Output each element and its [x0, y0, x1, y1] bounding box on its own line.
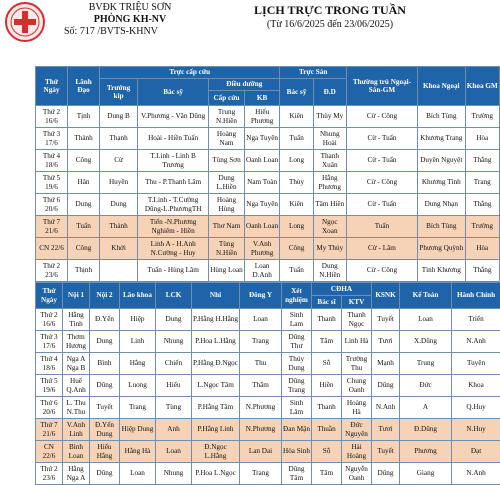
cell-bac-si-san: Long	[280, 150, 313, 172]
col-thu-ngay: Thứ Ngày	[36, 283, 63, 309]
cell-khoa-ngoai: Khương Tình	[418, 172, 465, 194]
col-cdha: CĐHA	[312, 283, 372, 296]
cell-nhi: P.Hằng Đ.Ngọc	[192, 353, 240, 375]
table-row	[36, 419, 500, 441]
cell-lao-khoa: Linh	[120, 331, 156, 353]
cell-truong-kip: Thạnh	[100, 128, 138, 150]
cell-ke-toan: Đ.Dũng	[400, 419, 452, 441]
cell-cap-cuu: Dung L.Hiền	[209, 172, 245, 194]
cell-nhi: P.Hoa L.Hằng	[192, 331, 240, 353]
col-bac-si-san: Bác sỹ	[280, 79, 313, 106]
cell-bac-si-cdha: Thanh	[312, 309, 342, 331]
cell-ktv: Hoàng Hà	[342, 397, 372, 419]
cell-ksnk: Tuyết	[372, 441, 400, 463]
cell-noi1: Hằng Nga A	[63, 463, 90, 485]
cell-dd-san: Nhung Hoài	[313, 128, 346, 150]
duty-table-departments	[35, 282, 500, 485]
cell-kb: Nam Toàn	[244, 172, 280, 194]
doc-number	[60, 26, 200, 38]
cell-hanh-chinh: Q.Huy	[452, 397, 500, 419]
col-dd-san: Đ.D	[313, 79, 346, 106]
cell-lanh-dao: Dung	[68, 194, 100, 216]
cell-cap-cuu: Hùng Loan	[209, 260, 245, 282]
table-row	[36, 194, 500, 216]
table-row	[36, 216, 500, 238]
cell-khoa-gm: Trang	[465, 172, 499, 194]
cell-bac-si-cdha: Hiền	[312, 375, 342, 397]
cell-lck: Tùng	[156, 397, 192, 419]
col-bac-si-cdha: Bác sĩ	[312, 296, 342, 309]
cell-truong-kip: Khởi	[100, 238, 138, 260]
cell-truong-kip: Huyền	[100, 172, 138, 194]
cell-lao-khoa: Hiệp Dung	[120, 419, 156, 441]
cell-bac-si-san: Long	[280, 216, 313, 238]
cell-kb: Oanh Loan	[244, 150, 280, 172]
cell-khoa-gm: Thắng	[465, 150, 499, 172]
col-thu-ngay: Thứ Ngày	[36, 67, 68, 106]
cell-lck: Dung	[156, 309, 192, 331]
cell-lao-khoa: Loan	[120, 463, 156, 485]
cell-kb: Nga Tuyên	[244, 194, 280, 216]
table-row	[36, 353, 500, 375]
cell-noi2: Hiếu Hằng	[90, 441, 120, 463]
col-truc-san: Trực Sản	[280, 67, 346, 79]
cell-dd-san: Dung N.Hiền	[313, 260, 346, 282]
cell-nhi: P.Hoa L.Ngọc	[192, 463, 240, 485]
col-ksnk: KSNK	[372, 283, 400, 309]
cell-bac-si: Tuấn - Hùng Lâm	[138, 260, 209, 282]
col-dieu-duong: Điều dưỡng	[209, 79, 280, 91]
cell-thuong-tru: Tuấn	[346, 216, 417, 238]
cell-day: Thứ 4 18/6	[36, 353, 63, 375]
cell-ke-toan: Phương	[400, 441, 452, 463]
cell-bac-si-san: Kiên	[280, 106, 313, 128]
table-row	[36, 106, 500, 128]
cell-hanh-chinh: N.Anh	[452, 331, 500, 353]
col-lanh-dao: Lãnh Đạo	[68, 67, 100, 106]
col-thuong-tru: Thường trú Ngoại-Sản-GM	[346, 67, 417, 106]
cell-noi1: Nga A Nga B	[63, 353, 90, 375]
cell-dong-y: Thắm	[240, 375, 282, 397]
cell-dd-san: My Thủy	[313, 238, 346, 260]
cell-ksnk: Dũng	[372, 375, 400, 397]
cell-truong-kip	[100, 260, 138, 282]
cell-ktv: Đức Nguyên	[342, 419, 372, 441]
col-truong-kip: Trưởng kíp	[100, 79, 138, 106]
cell-ksnk: Mạnh	[372, 353, 400, 375]
cell-lanh-dao: Công	[68, 150, 100, 172]
cell-dong-y: Trang	[240, 331, 282, 353]
cell-lao-khoa: Hằng Hà	[120, 441, 156, 463]
cell-bac-si-cdha: Sỗ	[312, 353, 342, 375]
cell-bac-si-san: Tuấn	[280, 260, 313, 282]
cell-xet-nghiem: Đan Mận	[282, 419, 312, 441]
cell-bac-si-san: Tuấn	[280, 128, 313, 150]
cell-ktv: Hải Hoàng	[342, 441, 372, 463]
cell-khoa-ngoai: Duyên Nguyệt	[418, 150, 465, 172]
cell-bac-si: Thu - P.Thanh Lâm	[138, 172, 209, 194]
col-dong-y: Đông Y	[240, 283, 282, 309]
page-subtitle: (Từ 16/6/2025 đến 23/06/2025)	[245, 18, 415, 31]
cell-noi2: Dung	[90, 331, 120, 353]
cell-bac-si-cdha: Thanh	[312, 397, 342, 419]
cell-ke-toan: Trung	[400, 353, 452, 375]
cell-dong-y: N.Phương	[240, 397, 282, 419]
cell-dd-san: Ngọc Xoan	[313, 216, 346, 238]
cell-ksnk: Dũng	[372, 463, 400, 485]
cell-noi1: Hằng Tình	[63, 309, 90, 331]
cell-lao-khoa: Hằng	[120, 353, 156, 375]
cell-ksnk: Tươi	[372, 419, 400, 441]
cell-day: Thứ 2 23/6	[36, 260, 68, 282]
table-row	[36, 375, 500, 397]
cell-nhi: Đ.Ngọc L.Hằng	[192, 441, 240, 463]
col-ktv: KTV	[342, 296, 372, 309]
cell-cap-cuu: Hoàng Hùng	[209, 194, 245, 216]
number-suffix: /BVTS-KHNV	[97, 26, 158, 37]
cell-truong-kip: Cừ	[100, 150, 138, 172]
cell-cap-cuu: Tùng Sơn	[209, 150, 245, 172]
cell-bac-si-san: Công	[280, 238, 313, 260]
cell-lao-khoa: Hiệp	[120, 309, 156, 331]
cell-ke-toan: Đức	[400, 375, 452, 397]
table-row	[36, 238, 500, 260]
col-truc-cap-cuu: Trực cấp cứu	[100, 67, 280, 79]
cell-noi1: V.Anh Linh	[63, 419, 90, 441]
cell-xet-nghiem: Dũng Trang	[282, 375, 312, 397]
cell-noi2: Tuyết	[90, 397, 120, 419]
cell-ksnk: Tươi	[372, 331, 400, 353]
cell-ktv: Trường Thu	[342, 353, 372, 375]
table-row	[36, 260, 500, 282]
cell-lck: Loan	[156, 441, 192, 463]
dept-name: PHÒNG KH-NV	[60, 14, 200, 26]
cell-xet-nghiem: Sinh Lam	[282, 309, 312, 331]
cell-day: Thứ 2 23/6	[36, 463, 63, 485]
header-left	[60, 2, 200, 38]
cell-khoa-ngoai: Bích Tùng	[418, 216, 465, 238]
cell-dong-y: Lan Dai	[240, 441, 282, 463]
cell-thuong-tru: Cừ - Lâm	[346, 238, 417, 260]
table-row	[36, 463, 500, 485]
cell-noi2: Đ.Yến	[90, 309, 120, 331]
cell-ktv: Linh Hà	[342, 331, 372, 353]
cell-cap-cuu: Trung N.Hiền	[209, 106, 245, 128]
col-lck: LCK	[156, 283, 192, 309]
cell-nhi: L.Ngọc Tâm	[192, 375, 240, 397]
cell-khoa-gm: Hòa	[465, 128, 499, 150]
col-nhi: Nhi	[192, 283, 240, 309]
cell-noi1: L. Thu N.Thu	[63, 397, 90, 419]
cell-ktv: Thanh Ngọc	[342, 309, 372, 331]
org-name: BVĐK TRIỆU SƠN	[60, 2, 200, 14]
cell-bac-si: T.Linh - Linh B Trương	[138, 150, 209, 172]
cell-ksnk: N.Anh	[372, 397, 400, 419]
cell-kb: V.Anh Phương	[244, 238, 280, 260]
cell-khoa-ngoai: Khương Trang	[418, 128, 465, 150]
table-row	[36, 128, 500, 150]
cell-khoa-gm: Thắng	[465, 194, 499, 216]
cell-khoa-gm: Thắng	[465, 260, 499, 282]
cell-bac-si: Tiến -N.Phương Nghiêm - Hiền	[138, 216, 209, 238]
cell-noi1: Huế Q.Anh	[63, 375, 90, 397]
cell-dong-y: N.Phương	[240, 419, 282, 441]
cell-day: Thứ 4 18/6	[36, 150, 68, 172]
cell-dong-y: Thu	[240, 353, 282, 375]
cell-lao-khoa: Luong	[120, 375, 156, 397]
cell-bac-si: Hoài - Hiền Tuấn	[138, 128, 209, 150]
cell-lanh-dao: Thành	[68, 128, 100, 150]
cell-ksnk: Tuyết	[372, 309, 400, 331]
cell-hanh-chinh: Triển	[452, 309, 500, 331]
cell-dd-san: Hằng Phương	[313, 172, 346, 194]
cell-hanh-chinh: N.Huy	[452, 419, 500, 441]
cell-truong-kip: Dung B	[100, 106, 138, 128]
cell-kb: Nga Tuyên	[244, 128, 280, 150]
cell-ke-toan: Loan	[400, 309, 452, 331]
cell-dd-san: Tâm Hiền	[313, 194, 346, 216]
col-cap-cuu: Cấp cứu	[209, 91, 245, 106]
cell-ke-toan: X.Dũng	[400, 331, 452, 353]
cell-lck: Hiếu	[156, 375, 192, 397]
cell-xet-nghiem: Sinh Lâm	[282, 397, 312, 419]
cell-kb: Hiếu Phương	[244, 106, 280, 128]
cell-khoa-gm: Hòa	[465, 238, 499, 260]
table-row	[36, 331, 500, 353]
cell-bac-si-cdha: Thuần	[312, 419, 342, 441]
table-row	[36, 441, 500, 463]
cell-bac-si-san: Kiên	[280, 194, 313, 216]
col-khoa-gm: Khoa GM	[465, 67, 499, 106]
cell-khoa-ngoai: Bích Tùng	[418, 106, 465, 128]
cell-thuong-tru: Cừ - Tuấn	[346, 150, 417, 172]
cell-thuong-tru: Cừ - Công	[346, 172, 417, 194]
cell-hanh-chinh: Đạt	[452, 441, 500, 463]
cell-xet-nghiem: Hòa Sinh	[282, 441, 312, 463]
cell-noi2: Dũng	[90, 375, 120, 397]
cell-bac-si: T.Linh - T.Cường Dũng-L.PhươngTH	[138, 194, 209, 216]
cell-bac-si-cdha: Tâm	[312, 331, 342, 353]
col-lao-khoa: Lão khoa	[120, 283, 156, 309]
cell-day: CN 22/6	[36, 441, 63, 463]
cell-bac-si-cdha: Tâm	[312, 463, 342, 485]
cell-day: Thứ 5 19/6	[36, 172, 68, 194]
col-xet-nghiem: Xét nghiệm	[282, 283, 312, 309]
cell-xet-nghiem: Dũng Tâm	[282, 463, 312, 485]
cell-cap-cuu: Thơ Nam	[209, 216, 245, 238]
cell-noi1: Bình Loan	[63, 441, 90, 463]
duty-table-emergency	[35, 66, 500, 282]
cell-dong-y: Loan	[240, 309, 282, 331]
table-row	[36, 309, 500, 331]
table-row	[36, 150, 500, 172]
header-right	[245, 3, 415, 31]
table-row	[36, 172, 500, 194]
cell-khoa-ngoai: Phương Quỳnh	[418, 238, 465, 260]
cell-thuong-tru: Cừ - Công	[346, 106, 417, 128]
cell-lanh-dao: Tịnh	[68, 106, 100, 128]
cell-thuong-tru: Cừ - Công	[346, 260, 417, 282]
cell-noi2: Bình	[90, 353, 120, 375]
col-noi2: Nội 2	[90, 283, 120, 309]
col-noi1: Nội 1	[63, 283, 90, 309]
cell-day: Thứ 7 21/6	[36, 216, 68, 238]
cell-ke-toan: Giang	[400, 463, 452, 485]
cell-kb: Oanh Loan	[244, 216, 280, 238]
cell-thuong-tru: Cừ - Tuấn	[346, 194, 417, 216]
cell-hanh-chinh: Khoa	[452, 375, 500, 397]
cell-khoa-gm: Trường	[465, 216, 499, 238]
col-kb: KB	[244, 91, 280, 106]
cell-hanh-chinh: Tuyên	[452, 353, 500, 375]
cell-nhi: P.Hằng H.Hằng	[192, 309, 240, 331]
cell-lao-khoa: Trang	[120, 397, 156, 419]
cell-lck: Nhung	[156, 331, 192, 353]
cell-nhi: P.Hằng Tâm	[192, 397, 240, 419]
cell-ktv: Nguyễn Oanh	[342, 463, 372, 485]
cell-kb: Loan D.Anh	[244, 260, 280, 282]
cell-ktv: Chung Oanh	[342, 375, 372, 397]
cell-bac-si: Linh A - H.Anh N.Cường - Huy	[138, 238, 209, 260]
cell-cap-cuu: Hoàng Nam	[209, 128, 245, 150]
col-khoa-ngoai: Khoa Ngoại	[418, 67, 465, 106]
cell-lanh-dao: Thịnh	[68, 260, 100, 282]
cell-day: Thứ 6 20/6	[36, 397, 63, 419]
cell-ke-toan: A	[400, 397, 452, 419]
cell-bac-si: V.Phương - Văn Dũng	[138, 106, 209, 128]
cell-day: Thứ 6 20/6	[36, 194, 68, 216]
cell-lanh-dao: Tuấn	[68, 216, 100, 238]
cell-khoa-ngoai: Tình Khương	[418, 260, 465, 282]
cell-noi2: Dũng	[90, 463, 120, 485]
cell-noi2: Đ.Yến Dung	[90, 419, 120, 441]
cell-thuong-tru: Cừ - Tuấn	[346, 128, 417, 150]
cell-dd-san: Thanh Xuân	[313, 150, 346, 172]
cell-lanh-dao: Công	[68, 238, 100, 260]
col-hanh-chinh: Hành Chính	[452, 283, 500, 309]
cell-nhi: P.Hằng Linh	[192, 419, 240, 441]
cell-bac-si-san: Thủy	[280, 172, 313, 194]
cell-khoa-ngoai: Dung Nhạn	[418, 194, 465, 216]
col-ke-toan: Kế Toán	[400, 283, 452, 309]
number-value: 717	[80, 26, 95, 37]
cell-day: Thứ 3 17/6	[36, 331, 63, 353]
cell-cap-cuu: Tùng N.Hiền	[209, 238, 245, 260]
cell-bac-si-cdha: Sỗ	[312, 441, 342, 463]
cell-dd-san: Thùy My	[313, 106, 346, 128]
cell-lanh-dao: Hân	[68, 172, 100, 194]
cell-xet-nghiem: Thúy Dung	[282, 353, 312, 375]
table-row	[36, 397, 500, 419]
cell-lck: Nhung	[156, 463, 192, 485]
cell-day: Thứ 5 19/6	[36, 375, 63, 397]
cell-truong-kip: Dung	[100, 194, 138, 216]
cell-lck: Anh	[156, 419, 192, 441]
cell-day: CN 22/6	[36, 238, 68, 260]
cell-truong-kip: Thành	[100, 216, 138, 238]
cell-dong-y: Trang	[240, 463, 282, 485]
cell-day: Thứ 2 16/6	[36, 309, 63, 331]
cell-xet-nghiem: Dũng Thư	[282, 331, 312, 353]
cell-khoa-gm: Trường	[465, 106, 499, 128]
cell-day: Thứ 7 21/6	[36, 419, 63, 441]
cell-day: Thứ 3 17/6	[36, 128, 68, 150]
number-label: Số:	[64, 26, 77, 37]
cell-hanh-chinh: N.Anh	[452, 463, 500, 485]
page-title: LỊCH TRỰC TRONG TUẦN	[245, 3, 415, 18]
cell-lck: Chiến	[156, 353, 192, 375]
col-bac-si: Bác sỹ	[138, 79, 209, 106]
cell-day: Thứ 2 16/6	[36, 106, 68, 128]
hospital-logo-icon	[4, 2, 46, 42]
cell-noi1: Thơm Hương	[63, 331, 90, 353]
